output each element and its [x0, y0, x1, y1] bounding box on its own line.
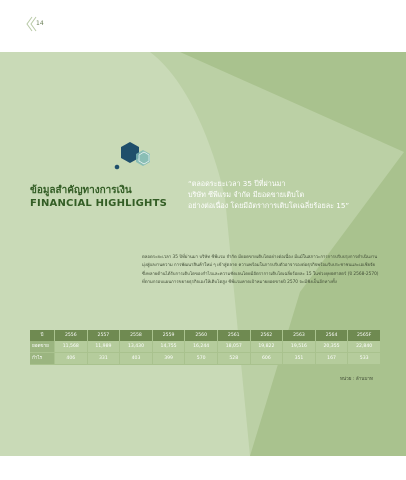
table-cell: 331 — [87, 353, 120, 365]
section-title-english: FINANCIAL HIGHLIGHTS — [30, 198, 168, 209]
table-cell: 351 — [283, 353, 316, 365]
table-cell: 11,568 — [55, 341, 88, 353]
table-cell: 11,989 — [87, 341, 120, 353]
table-header-cell: ปี — [30, 330, 55, 341]
table-header-cell: 2559 — [152, 330, 185, 341]
table-header-cell: 2565F — [348, 330, 381, 341]
quote-line: บริษัท ซีพีแรม จำกัด มียอดขายเติบโต — [188, 190, 305, 199]
table-cell: 570 — [185, 353, 218, 365]
row-label: ยอดขาย — [30, 341, 55, 353]
table-header-row — [30, 330, 381, 341]
table-cell: 22,840 — [348, 341, 381, 353]
table-cell: 406 — [55, 353, 88, 365]
highlight-quote — [188, 178, 393, 211]
table-cell: 533 — [348, 353, 381, 365]
table-cell: 16,244 — [185, 341, 218, 353]
table-header-cell: 2563 — [283, 330, 316, 341]
table-header-cell: 2557 — [87, 330, 120, 341]
table-cell: 528 — [217, 353, 250, 365]
table-cell: 606 — [250, 353, 283, 365]
table-cell: 13,430 — [120, 341, 153, 353]
row-label: กำไร — [30, 353, 55, 365]
quote-line: อย่างต่อเนื่อง โดยมีอัตราการเติบโตเฉลี่ยร้อยละ 15” — [188, 201, 350, 210]
table-cell: 20,355 — [315, 341, 348, 353]
page-number: 14 — [36, 20, 44, 27]
table-header-cell: 2558 — [120, 330, 153, 341]
table-cell: 19,822 — [250, 341, 283, 353]
table-cell: 167 — [315, 353, 348, 365]
table-header-cell: 2556 — [55, 330, 88, 341]
table-cell: 18,057 — [217, 341, 250, 353]
table-cell: 14,755 — [152, 341, 185, 353]
quote-line: “ตลอดระยะเวลา 35 ปีที่ผ่านมา — [188, 179, 286, 188]
table-cell: 399 — [152, 353, 185, 365]
section-title-thai: ข้อมูลสำคัญทางการเงิน — [30, 185, 132, 196]
unit-note: หน่วย : ล้านบาท — [340, 377, 373, 382]
table-header-cell: 2564 — [315, 330, 348, 341]
table-cell: 19,516 — [283, 341, 316, 353]
hexagon-cluster-icon — [108, 140, 158, 186]
financial-table — [30, 330, 381, 365]
table-header-cell: 2561 — [217, 330, 250, 341]
table-header-cell: 2562 — [250, 330, 283, 341]
table-cell: 403 — [120, 353, 153, 365]
table-row — [30, 353, 381, 365]
body-paragraph: ตลอดระยะเวลา 35 ปีที่ผ่านมา บริษัท ซีพีแรม จำกัด มียอดขายเติบโตอย่างต่อเนื่อง มีแม้ในสภาวะการการปรับปรุงการดำเนินงานมุ่งสู่ผลงานความ การพัฒนาสินค้าใหม่ ๆ เข้าสู่ตลาด ความพร้อมในการปรับตัวอาจารองต่อธุรกิจพร้อมรับประชาชนและเอเชียจัย ซึ่งหลายด้านได้รับการเติบโตของกำไรและความชัดเจนโดยมีอัตราการเติบโตเฉลี่ยร้อยละ 15 ในช่วงยุทธศาสตร์ (ปี 2568-2570) ที่ตามกรอบแผนการขยายธุรกิจเองให้เติบโตสูง ซีพีแรมคาดเป้าหมายยอดขายปี 2570 จะมีฟังเป็นอีกทางทั้ง — [142, 255, 379, 285]
table-row — [30, 341, 381, 353]
table-header-cell: 2560 — [185, 330, 218, 341]
